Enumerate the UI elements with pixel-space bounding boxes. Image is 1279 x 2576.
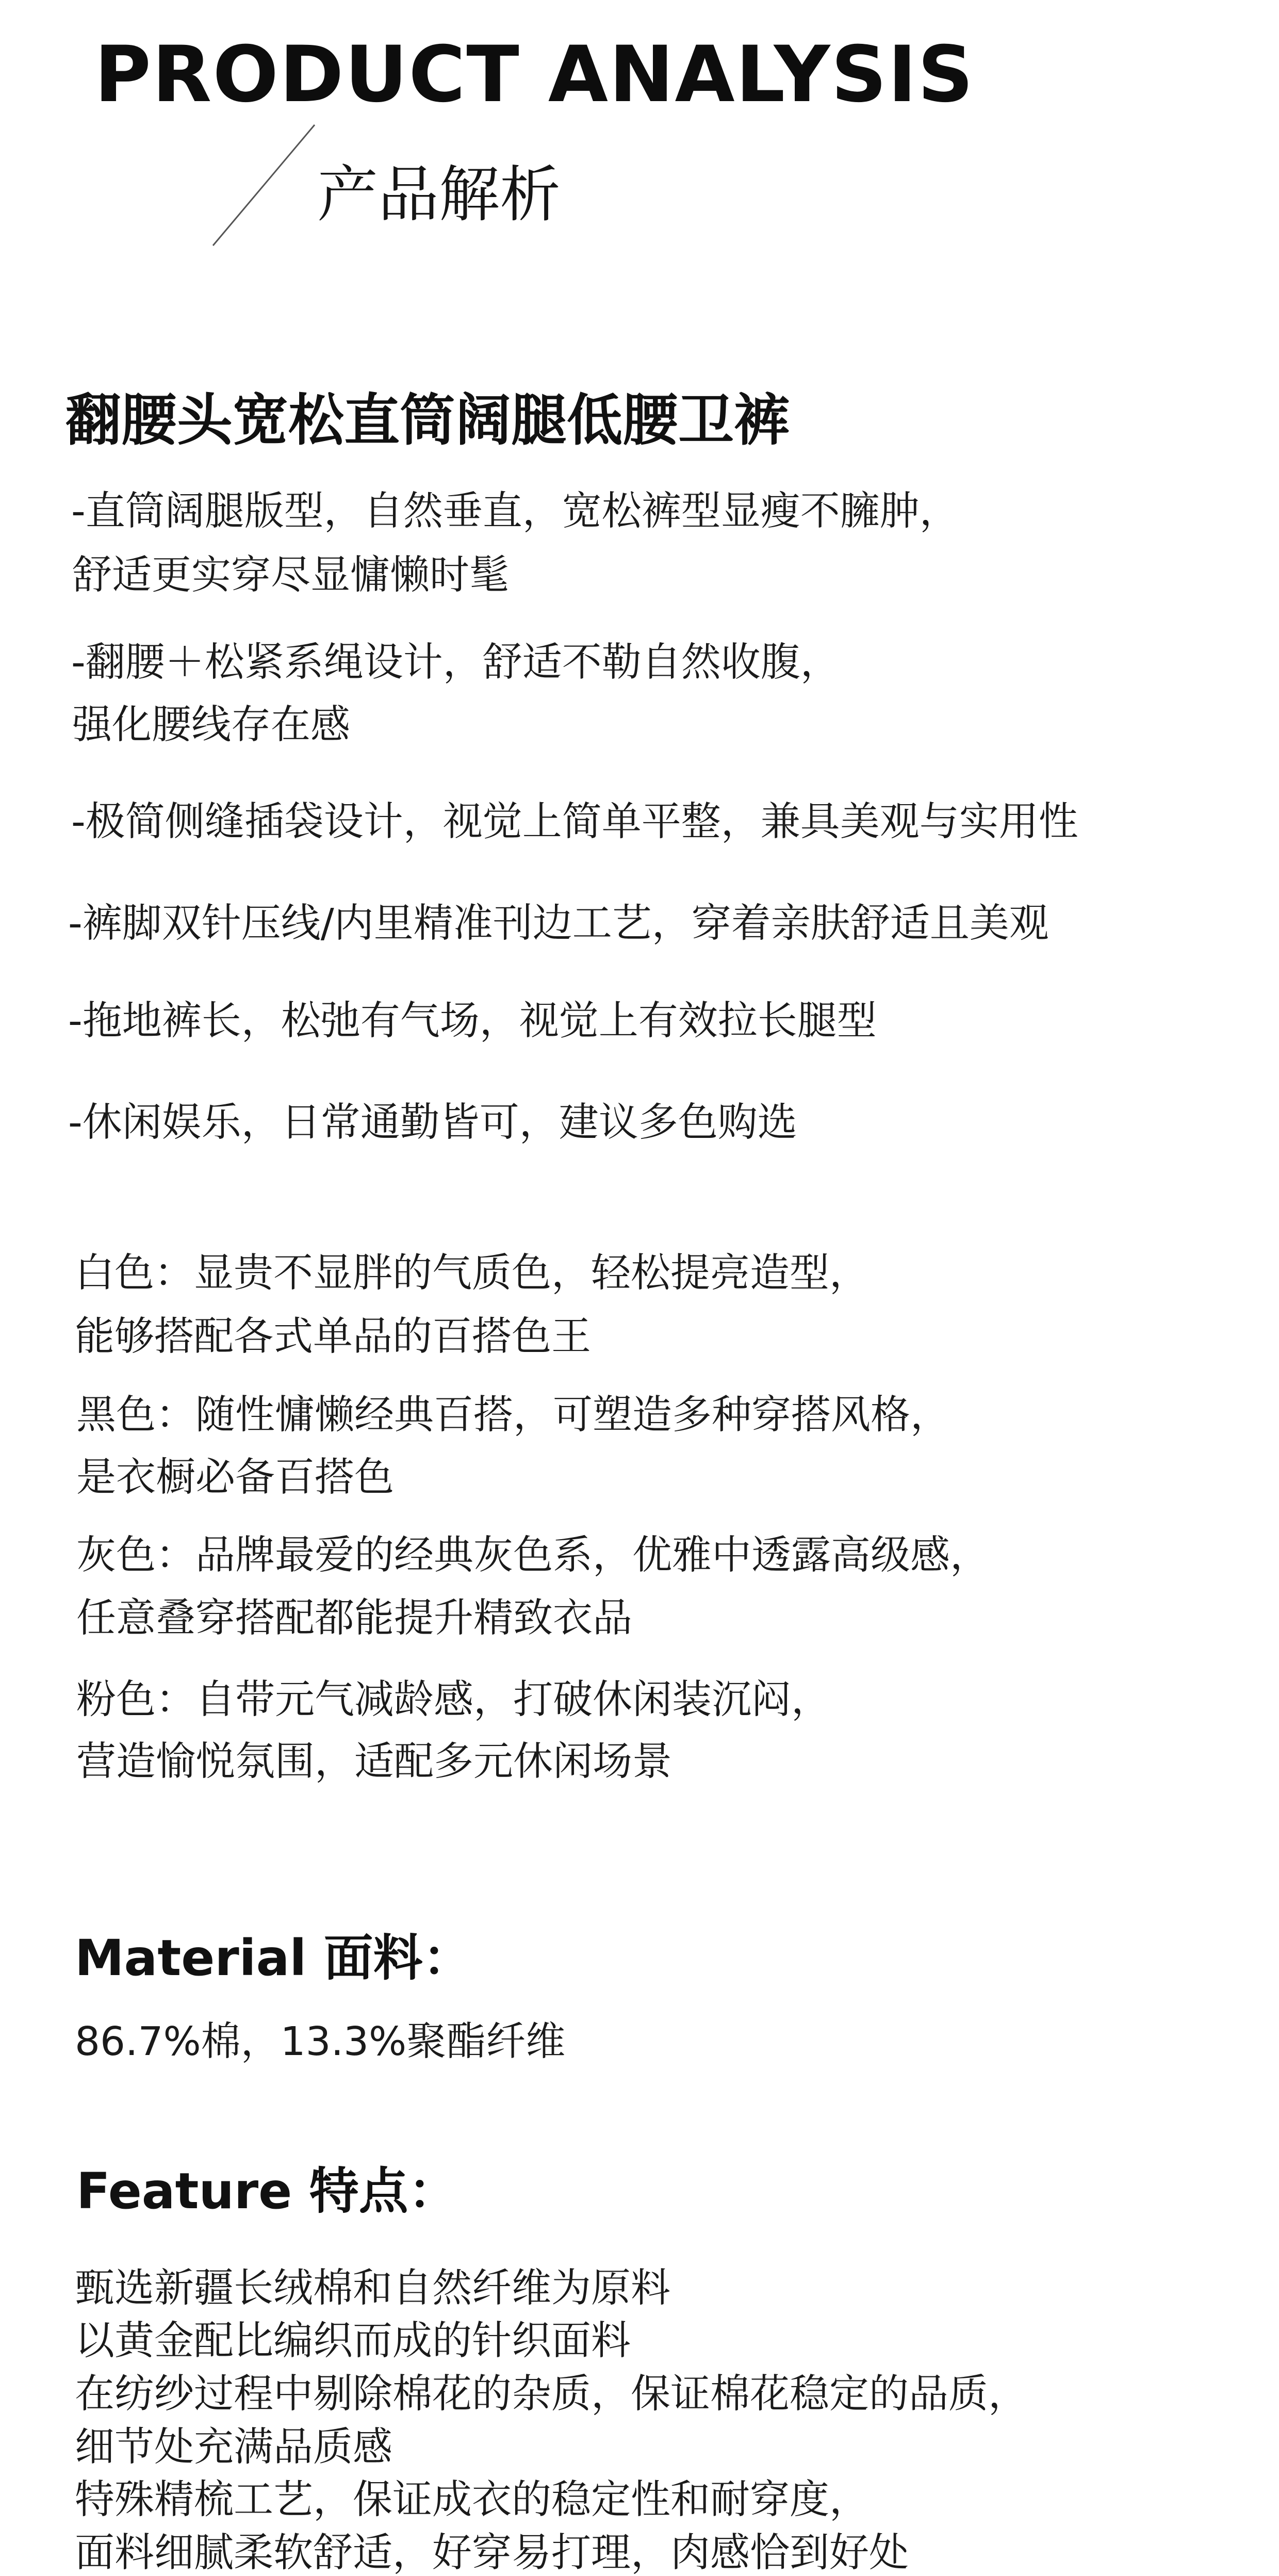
feature-line: -翻腰＋松紧系绳设计，舒适不勒自然收腹， [71,640,840,686]
material-composition: 86.7%棉，13.3%聚酯纤维 [75,2019,566,2065]
feature-line: 舒适更实穿尽显慵懒时髦 [72,552,509,598]
color-description-black: 黑色：随性慵懒经典百搭，可塑造多种穿搭风格， [76,1392,950,1438]
color-description-white: 白色：显贵不显胖的气质色，轻松提亮造型， [75,1250,869,1296]
color-description-black: 是衣橱必备百搭色 [76,1455,394,1501]
color-description-pink: 营造愉悦氛围，适配多元休闲场景 [76,1739,672,1785]
feature-line: -极简侧缝插袋设计，视觉上简单平整，兼具美观与实用性 [71,799,1078,845]
material-heading: Material 面料： [75,1929,472,1987]
feature-text-line: 面料细腻柔软舒适，好穿易打理，肉感恰到好处 [75,2530,909,2576]
color-description-gray: 任意叠穿搭配都能提升精致衣品 [76,1595,632,1641]
feature-line: -休闲娱乐，日常通勤皆可，建议多色购选 [68,1100,797,1146]
feature-text-line: 特殊精梳工艺，保证成衣的稳定性和耐穿度， [75,2477,869,2523]
feature-line: 强化腰线存在感 [72,702,350,748]
color-description-pink: 粉色：自带元气减龄感，打破休闲装沉闷， [76,1677,831,1723]
page-title-english: PRODUCT ANALYSIS [94,30,975,120]
feature-text-line: 甄选新疆长绒棉和自然纤维为原料 [75,2265,670,2311]
feature-line: -直筒阔腿版型，自然垂直，宽松裤型显瘦不臃肿， [71,488,959,534]
color-description-white: 能够搭配各式单品的百搭色王 [75,1314,591,1360]
feature-text-line: 在纺纱过程中剔除棉花的杂质，保证棉花稳定的品质， [75,2371,1028,2417]
color-description-gray: 灰色：品牌最爱的经典灰色系，优雅中透露高级感， [76,1532,990,1578]
diagonal-divider-line [211,124,320,253]
page-title-chinese: 产品解析 [317,159,561,230]
feature-text-line: 以黄金配比编织而成的针织面料 [75,2318,631,2364]
feature-line: -裤脚双针压线/内里精准刊边工艺，穿着亲肤舒适且美观 [68,901,1049,947]
feature-text-line: 细节处充满品质感 [75,2424,392,2470]
feature-line: -拖地裤长，松弛有气场，视觉上有效拉长腿型 [68,998,877,1044]
product-name: 翻腰头宽松直筒阔腿低腰卫裤 [65,388,790,453]
feature-heading: Feature 特点： [76,2162,458,2220]
